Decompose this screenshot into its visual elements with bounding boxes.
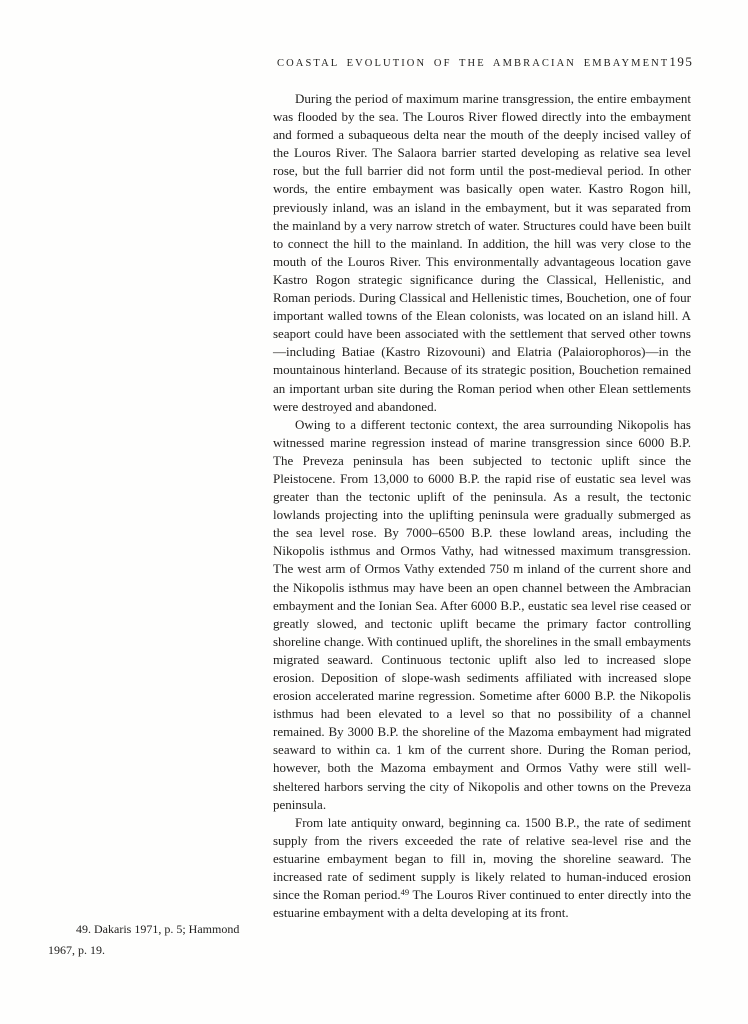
running-header	[277, 54, 692, 70]
paragraph-marine-regression: Owing to a different tectonic context, the area surrounding Nikopolis has witnessed marine regression instead of marine transgression since 6000 B.P. The Preveza peninsula has been subjected to tectonic uplift since the Pleistocene. From 13,000 to 6000 B.P. the rapid rise of eustatic sea level was greater than the tectonic uplift of the peninsula. As a result, the tectonic lowlands projecting into the uplifting peninsula were gradually submerged as the sea level rose. By 7000–6500 B.P. these lowland areas, including the Nikopolis isthmus and Ormos Vathy, had witnessed maximum transgression. The west arm of Ormos Vathy extended 750 m inland of the current shore and the Nikopolis isthmus may have been an open channel between the Ambracian embayment and the Ionian Sea. After 6000 B.P., eustatic sea level rise ceased or greatly slowed, and tectonic uplift became the primary factor controlling shoreline change. With continued uplift, the shorelines in the small embayments migrated seaward. Continuous tectonic uplift also led to increased slope erosion. Deposition of slope-wash sediments affiliated with increased slope erosion accelerated marine regression. Sometime after 6000 B.P. the Nikopolis isthmus had been elevated to a level so that no possibility of a channel remained. By 3000 B.P. the shoreline of the Mazoma embayment had migrated seaward to within ca. 1 km of the current shore. During the Roman period, however, both the Mazoma embayment and Ormos Vathy were still well-sheltered harbors serving the city of Nikopolis and other towns on the Preveza peninsula.	[273, 416, 691, 812]
body-text-column	[273, 90, 691, 922]
running-header-title: COASTAL EVOLUTION OF THE AMBRACIAN EMBAYMENT	[277, 58, 670, 69]
paragraph-late-antiquity	[273, 814, 691, 923]
page-number: 195	[669, 54, 694, 69]
footnote-ref-49: 49	[400, 886, 410, 897]
paragraph-text-before-ref: From late antiquity onward, beginning ca. 1500 B.P., the rate of sediment supply from the rivers exceeded the rate of relative sea-level rise and the estuarine embayment began to fill in, moving the shoreline seaward. The increased rate of sediment supply is likely related to human-induced erosion since the Roman period.	[273, 814, 691, 903]
paragraph-marine-transgression: During the period of maximum marine transgression, the entire embayment was flooded by the sea. The Louros River flowed directly into the embayment and formed a subaqueous delta near the mouth of the deeply incised valley of the Louros River. The Salaora barrier started developing as relative sea level rose, but the full barrier did not form until the post-medieval period. In other words, the entire embayment was basically open water. Kastro Rogon hill, previously inland, was an island in the embayment, but it was separated from the mainland by a very narrow stretch of water. Structures could have been built to connect the hill to the mainland. In addition, the hill was very close to the mouth of the Louros River. This environmentally advantageous location gave Kastro Rogon strategic significance during the Classical, Hellenistic, and Roman periods. During Classical and Hellenistic times, Bouchetion, one of four important walled towns of the Elean colonists, was located on an island hill. A seaport could have been associated with the settlement that served other towns—including Batiae (Kastro Rizovouni) and Elatria (Palaiorophoros)—in the mountainous hinterland. Because of its strategic position, Bouchetion remained an important urban site during the Roman period when other Elean settlements were destroyed and abandoned.	[273, 91, 691, 414]
marginal-footnote	[48, 919, 260, 960]
paragraph-text-after-ref: The Louros River continued to enter directly into the estuarine embayment with a delta developing at its front.	[273, 887, 692, 921]
footnote-text: 49. Dakaris 1971, p. 5; Hammond 1967, p. 19.	[48, 922, 240, 957]
